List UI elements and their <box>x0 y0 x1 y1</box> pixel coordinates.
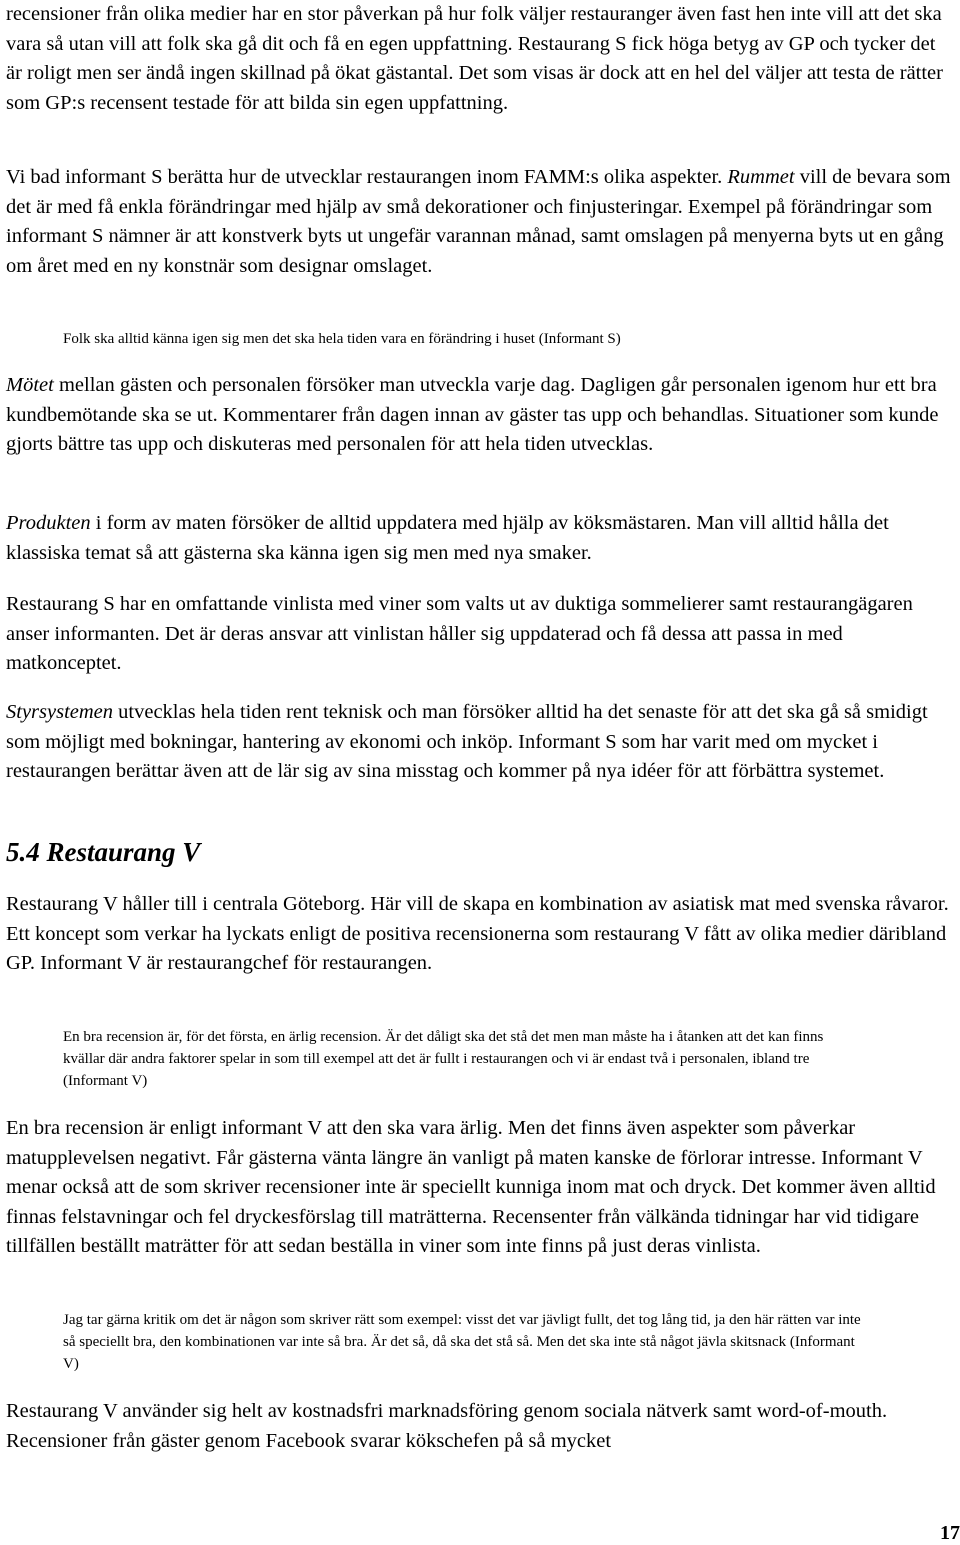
term-rummet: Rummet <box>727 166 795 188</box>
paragraph-motet <box>6 371 954 460</box>
paragraph-styrsystemen <box>6 698 954 787</box>
paragraph-produkten <box>6 509 954 568</box>
paragraph-rest: mellan gästen och personalen försöker man utveckla varje dag. Dagligen går personalen igenom hur ett bra kundbemötande ska se ut. Kommentarer från dagen innan av gäster tas upp och behandlas. Situationer som kunde gjorts bättre tas upp och diskuteras med personalen för att hela tiden utvecklas. <box>6 374 939 456</box>
quote-informant-v-2: Jag tar gärna kritik om det är någon som skriver rätt som exempel: visst det var jävligt fullt, det tog lång tid, ja den här rätten var inte så speciellt bra, den kombinationen var inte så bra. Är det så, då ska det stå så. Men det ska inte stå något jävla skitsnack (Informant V) <box>63 1312 861 1372</box>
term-styrsystemen: Styrsystemen <box>6 701 114 723</box>
paragraph-rest: utvecklas hela tiden rent teknisk och man försöker alltid ha det senaste för att det ska gå så smidigt som möjligt med bokningar, hantering av ekonomi och inköp. Informant S som har varit med om mycket i restaurangen berättar även att de lär sig av sina misstag och kommer på nya idéer för att förbättra systemet. <box>6 701 928 783</box>
quote-informant-v-1: En bra recension är, för det första, en ärlig recension. Är det dåligt ska det stå det men man måste ha i åtanken att det kan finns kvällar där andra faktorer spelar in som till exempel att det är fullt i restaurangen och vi är endast två i personalen, ibland tre (Informant V) <box>63 1029 824 1089</box>
paragraph-reviews: recensioner från olika medier har en stor påverkan på hur folk väljer restauranger även fast hen inte vill att det ska vara så utan vill att folk ska gå dit och få en egen uppfattning. Restaurang S fick höga betyg av GP och tycker det är roligt men ser ändå ingen skillnad på ökat gästantal. Det som visas är dock att en hel del väljer att testa de rätter som GP:s recensent testade för att bilda sin egen uppfattning. <box>6 3 943 114</box>
paragraph-lead: Vi bad informant S berätta hur de utvecklar restaurangen inom FAMM:s olika aspekter. <box>6 166 723 188</box>
paragraph-restaurang-v: Restaurang V håller till i centrala Göteborg. Här vill de skapa en kombination av asiatisk mat med svenska råvaror. Ett koncept som verkar ha lyckats enligt de positiva recensionerna som restaurang V fått av olika medier däribland GP. Informant V är restaurangchef för restaurangen. <box>6 893 949 975</box>
term-motet: Mötet <box>6 374 54 396</box>
paragraph-rest: vill de bevara som det är med få enkla förändringar med hjälp av små dekorationer och finjusteringar. Exempel på förändringar som informant S nämner är att konstverk byts ut ungefär varannan månad, samt omslagen på menyerna byts ut en gång om året med en ny konstnär som designar omslaget. <box>6 166 951 277</box>
quote-informant-s: Folk ska alltid känna igen sig men det ska hela tiden vara en förändring i huset (Informant S) <box>63 331 621 347</box>
paragraph-marknadsforing: Restaurang V använder sig helt av kostnadsfri marknadsföring genom sociala nätverk samt word-of-mouth. Recensioner från gäster genom Facebook svarar kökschefen på så mycket <box>6 1400 888 1452</box>
page-number: 17 <box>940 1522 960 1544</box>
section-heading: 5.4 Restaurang V <box>6 837 201 867</box>
paragraph-vinlista: Restaurang S har en omfattande vinlista med viner som valts ut av duktiga sommelierer samt restaurangägaren anser informanten. Det är deras ansvar att vinlistan håller sig uppdaterad och få dessa att passa in med matkonceptet. <box>6 593 913 675</box>
paragraph-recension: En bra recension är enligt informant V att den ska vara ärlig. Men det finns även aspekter som påverkar matupplevelsen negativt. Får gästerna vänta längre än vanligt på maten kanske de förlorar intresse. Informant V menar också att de som skriver recensioner inte är speciellt kunniga inom mat och dryck. Det kommer även alltid finnas felstavningar och fel dryckesförslag till maträtterna. Recensenter från välkända tidningar har vid tidigare tillfällen beställt maträtter för att sedan beställa in viner som inte finns på just deras vinlista. <box>6 1117 936 1258</box>
paragraph-rest: i form av maten försöker de alltid uppdatera med hjälp av köksmästaren. Man vill alltid hålla det klassiska temat så att gästerna ska känna igen sig men med nya smaker. <box>6 512 889 564</box>
paragraph-rummet <box>6 163 954 281</box>
term-produkten: Produkten <box>6 512 91 534</box>
